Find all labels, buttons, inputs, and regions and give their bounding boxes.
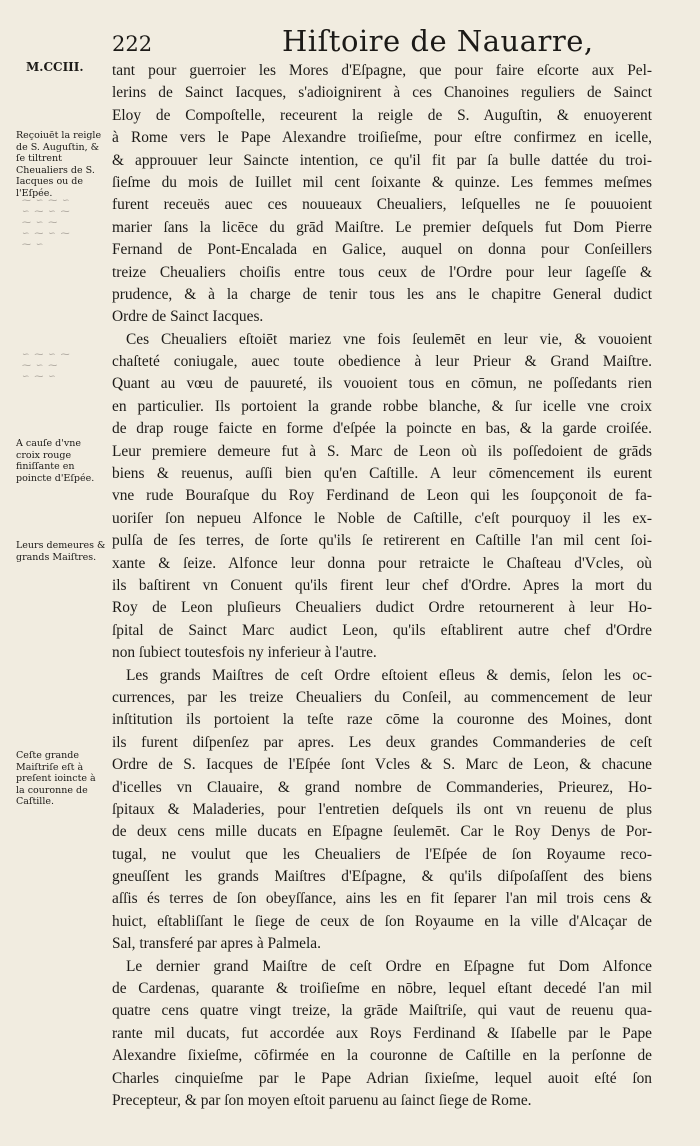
text-line: Charles cinquieſme par le Pape Adrian ſixieſme, lequel auoit eſté ſon [112,1069,652,1087]
margin-note-mastership: Ceſte grande Maiſtriſe eſt à preſent ioincte à la couronne de Caſtille. [16,750,96,807]
margin-note-dwellings: Leurs demeures & grands Maiſtres. [16,540,106,563]
text-line: prudence, & à la charge de tenir tous les ans le chapitre General dudict [112,285,652,303]
text-line: de deux cens mille ducats en Eſpagne ſeulemēt. Car le Roy Denys de Por- [112,823,652,841]
text-line: & approuuer leur Saincte intention, ce qu'il fit par ſa bulle dattée du troi- [112,151,652,169]
text-line: vne rude Bouraſque du Roy Ferdinand de Leon qui les ſoupçonoit de fa- [112,487,652,505]
text-line: Leur premiere demeure fut à S. Marc de Leon où ils poſſedoient de grāds [112,442,652,460]
text-line: uoriſer ſon nepueu Alfonce le Noble de Caſtille, c'eſt pourquoy il les ex- [112,509,652,527]
text-line: Les grands Maiſtres de ceſt Ordre eſtoient eſleus & demis, ſelon les oc- [126,666,652,684]
text-line: marier ſans la licēce du grād Maiſtre. Le premier deſquels fut Dom Pierre [112,218,652,236]
text-line: xante & ſeize. Alfonce leur donna pour retraicte le Chaſteau d'Vcles, où [112,554,652,572]
text-line: Ordre de Sainct Iacques. [112,308,264,326]
text-line: pulſa de ſes terres, de ſorte qu'ils ſe retirerent en Caſtille l'an mil cent ſoi- [112,532,652,550]
text-line: Fernand de Pont-Encalada en Galice, auquel on donna pour Conſeillers [112,241,652,259]
text-line: ſpitaux & Maladeries, pour l'entretien deſquels ils ont vn reuenu de plus [112,800,652,818]
page-header [0,24,700,60]
text-line: de drap rouge faicte en forme d'eſpée la poincte en bas, & la garde croiſée. [112,420,652,438]
year-marginal: M.CCIII. [26,60,84,74]
text-line: Roy de Leon pluſieurs Cheualiers dudict Ordre retournerent à leur Ho- [112,599,652,617]
text-line: d'icelles vn Clauaire, & grand nombre de Commanderies, Prieurez, Ho- [112,778,652,796]
text-line: quatre cens quatre vingt treize, la grāde Maiſtriſe, qui vaut de reuenu qua- [112,1002,652,1020]
text-line: tugal, ne voulut que les Cheualiers de l'Eſpée de ſon Royaume reco- [112,845,652,863]
text-line: huict, eſtabliſſant le ſiege de ceux de ſon Royaume en la ville d'Alcaçar de [112,912,652,930]
text-line: en particulier. Ils portoient la grande robbe blanche, & ſur icelle vne croix [112,397,652,415]
text-line: Quant au vœu de pauureté, ils vouoient tous en cōmun, ne poſſedants rien [112,375,652,393]
text-line: treize Cheualiers choiſis entre tous ceux de l'Ordre pour leur ſageſſe & [112,263,652,281]
text-line: Ordre de S. Iacques de l'Eſpée ſont Vcles & S. Marc de Leon, & chacune [112,756,652,774]
show-through-text: ∽ ⁓ ∽ ⁓ ⁓ ∽ ⁓ ∽ ⁓ ∽ [22,350,71,382]
running-title: Hiſtoire de Nauarre, [282,24,594,58]
text-line: à Rome vers le Pape Alexandre troiſieſme, pour eſtre confirmez en icelle, [112,129,652,147]
show-through-text: ⁓ ∽ ⁓ ∽ ∽ ⁓ ∽ ⁓ ⁓ ∽ ⁓ ∽ ⁓ ∽ ⁓ ⁓ ∽ [22,196,71,250]
text-line: tant pour guerroier les Mores d'Eſpagne, que pour faire eſcorte aux Pel- [112,62,652,79]
text-line: gneuſſent les grands Maiſtres d'Eſpagne, & qu'ils diſpoſaſſent des biens [112,868,652,886]
text-line: lerins de Sainct Iacques, s'adioignirent à ces Chanoines reguliers de Sainct [112,84,652,102]
text-line: biens & reuenus, auſſi bien qu'en Caſtille. A leur cōmencement ils eurent [112,465,652,483]
text-line: Precepteur, & par ſon moyen eſtoit paruenu au ſainct ſiege de Rome. [112,1091,532,1109]
margin-note-rule: Reçoiuēt la reigle de S. Auguſtin, & ſe tiltrent Cheualiers de S. Iacques ou de l'Eſpée. [16,130,102,199]
text-line: de Cardenas, quarante & troiſieſme en nōbre, lequel eſtant decedé l'an mil [112,980,652,998]
text-line: furent receuës auec ces nouueaux Cheualiers, leſquelles ne ſe pouuoient [112,196,652,214]
text-line: ils baſtirent vn Conuent qu'ils firent leur chef d'Ordre. Apres la mort du [112,576,652,594]
text-line: Sal, transferé par apres à Palmela. [112,935,321,953]
text-line: inſtitution ils portoient la teſte raze cōme la couronne des Moines, dont [112,711,652,729]
text-line: non ſubiect toutesfois ny inferieur à l'autre. [112,644,377,662]
text-line: currences, par les treize Cheualiers du Conſeil, au commencement de leur [112,688,652,706]
text-line: aſſis és terres de ſon obeyſſance, ains les en fit ſeparer l'an mil trois cens & [112,890,652,908]
text-line: Le dernier grand Maiſtre de ceſt Ordre en Eſpagne fut Dom Alfonce [126,957,652,975]
text-line: Eloy de Compoſtelle, receurent la reigle de S. Auguſtin, & enuoyerent [112,106,652,124]
text-line: chaſteté coniugale, auec toute obedience à leur Prieur & Grand Maiſtre. [112,353,652,371]
text-line: ſieſme du mois de Iuillet mil cent ſoixante & quinze. Les femmes meſmes [112,173,652,191]
page-number: 222 [112,32,153,56]
margin-note-cross: A cauſe d'vne croix rouge finiſſante en poincte d'Eſpée. [16,438,95,484]
text-line: ſpital de Sainct Marc audict Leon, qu'ils eſtablirent autre chef d'Ordre [112,621,652,639]
text-line: Alexandre ſixieſme, cōfirmée en la couronne de Caſtille en la perſonne de [112,1047,652,1065]
text-line: ils furent diſpenſez par apres. Les deux grandes Commanderies de ceſt [112,733,652,751]
body-text [112,60,652,1112]
text-line: Ces Cheualiers eſtoiēt mariez vne fois ſeulemēt en leur vie, & vouoient [126,330,652,348]
text-line: rante mil ducats, fut accordée aux Roys Ferdinand & Iſabelle par le Pape [112,1024,652,1042]
